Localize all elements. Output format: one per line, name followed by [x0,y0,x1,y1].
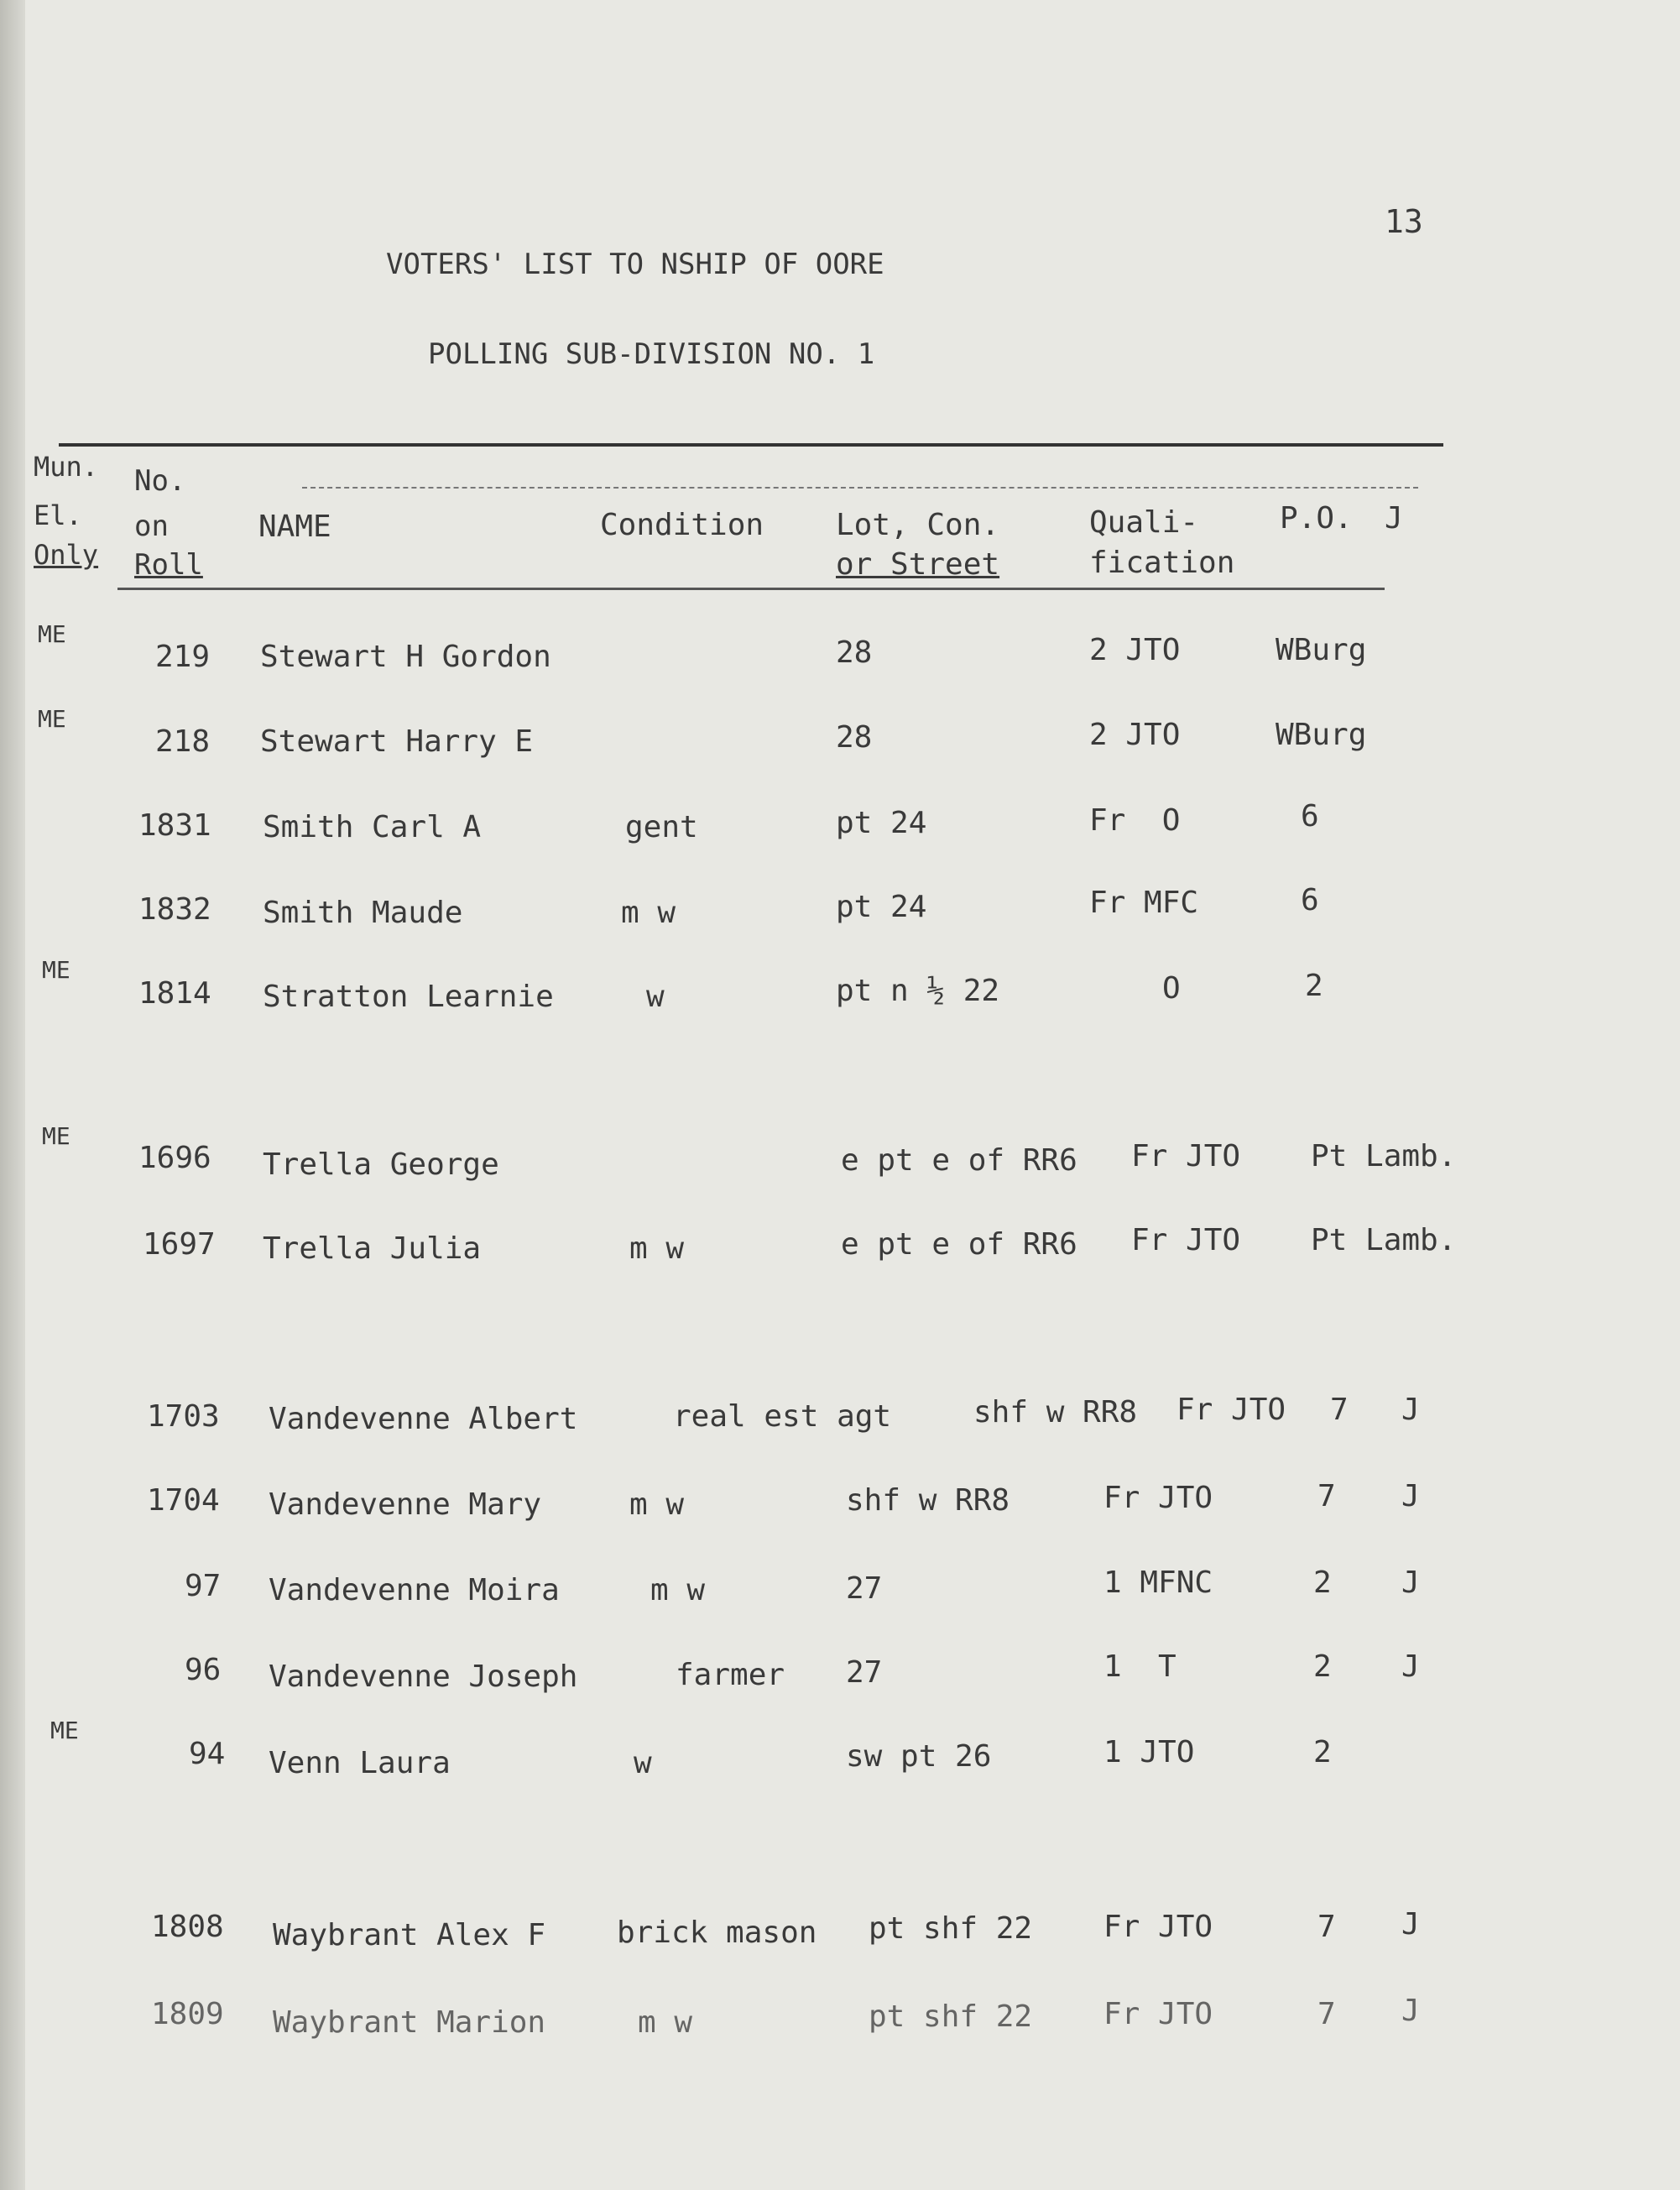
header-no: No. [134,464,186,498]
qualification: Fr JTO [1103,1910,1213,1944]
page-number: 13 [1385,203,1423,240]
voter-name: Trella George [263,1147,499,1182]
qualification: Fr JTO [1103,1997,1213,2031]
header-mun: Mun. [34,451,99,483]
lot-con: pt n ½ 22 [836,974,1000,1008]
voter-name: Stratton Learnie [263,980,554,1014]
voter-name: Trella Julia [263,1231,482,1266]
lot-con: sw pt 26 [846,1739,992,1774]
j-mark: J [1401,1649,1420,1684]
post-office: 7 [1317,1910,1336,1944]
book-spine [0,0,25,2190]
post-office: WBurg [1276,718,1367,752]
header-el: El. [34,499,82,531]
roll-number: 1703 [147,1399,220,1434]
me-mark: ME [42,956,70,984]
j-mark: J [1401,1393,1420,1427]
header-po: P.O. [1280,501,1353,536]
header-street: or Street [836,547,1000,582]
roll-number: 219 [155,640,211,674]
me-mark: ME [38,620,66,648]
header-middle-rule [302,487,1418,489]
condition: m w [621,896,676,930]
me-mark: ME [38,705,66,733]
lot-con: 28 [836,635,873,670]
roll-number: 96 [185,1653,222,1687]
document-subtitle: POLLING SUB-DIVISION NO. 1 [428,337,875,371]
condition: farmer [676,1658,785,1692]
post-office: Pt Lamb. [1311,1139,1457,1173]
qualification: O [1162,971,1181,1006]
header-bottom-rule [117,588,1385,590]
roll-number: 1809 [151,1997,224,2031]
lot-con: pt 24 [836,806,927,840]
post-office: 6 [1301,883,1319,917]
header-top-rule [59,443,1443,447]
post-office: 2 [1305,969,1323,1003]
lot-con: pt shf 22 [869,1911,1033,1946]
header-name: NAME [258,510,331,544]
j-mark: J [1401,1994,1420,2028]
qualification: Fr MFC [1089,886,1199,920]
me-mark: ME [50,1717,79,1744]
qualification: 2 JTO [1089,718,1181,752]
roll-number: 1808 [151,1910,224,1944]
lot-con: pt 24 [836,890,927,924]
voter-name: Waybrant Alex F [273,1918,546,1952]
document-page [25,0,1680,2190]
qualification: Fr JTO [1103,1481,1213,1515]
post-office: 6 [1301,799,1319,834]
header-only: Only [34,539,99,571]
voter-name: Waybrant Marion [273,2005,546,2040]
lot-con: e pt e of RR6 [841,1227,1077,1262]
post-office: 7 [1317,1479,1336,1513]
condition: w [634,1746,652,1780]
header-roll: Roll [134,548,203,582]
qualification: 1 JTO [1103,1735,1195,1769]
header-qualification: Quali- [1089,505,1199,540]
lot-con: 27 [846,1571,883,1606]
qualification: 2 JTO [1089,633,1181,667]
j-mark: J [1401,1565,1420,1600]
roll-number: 218 [155,724,211,759]
post-office: 7 [1317,1997,1336,2031]
qualification: Fr JTO [1131,1223,1241,1257]
j-mark: J [1401,1479,1420,1513]
roll-number: 94 [189,1737,226,1771]
condition: real est agt [673,1399,892,1434]
lot-con: pt shf 22 [869,1999,1033,2034]
lot-con: e pt e of RR6 [841,1143,1077,1178]
header-lot: Lot, Con. [836,508,1000,542]
condition: m w [638,2005,693,2040]
condition: w [646,980,665,1014]
condition: gent [625,810,698,844]
me-mark: ME [42,1122,70,1150]
voter-name: Stewart H Gordon [260,640,551,674]
document-title: VOTERS' LIST TO NSHIP OF OORE [386,248,884,281]
roll-number: 1697 [143,1227,216,1262]
voter-name: Vandevenne Mary [269,1487,542,1522]
roll-number: 1814 [138,976,211,1011]
qualification: Fr O [1089,803,1181,838]
condition: m w [650,1573,706,1607]
qualification: Fr JTO [1131,1139,1241,1173]
roll-number: 1696 [138,1141,211,1175]
lot-con: shf w RR8 [973,1395,1138,1430]
lot-con: 28 [836,720,873,755]
lot-con: 27 [846,1655,883,1690]
header-j: J [1385,501,1403,536]
condition: m w [629,1487,685,1522]
roll-number: 1832 [138,892,211,927]
lot-con: shf w RR8 [846,1483,1010,1518]
post-office: 2 [1313,1649,1332,1684]
header-on: on [134,510,169,543]
roll-number: 1704 [147,1483,220,1518]
voter-name: Vandevenne Moira [269,1573,560,1607]
condition: brick mason [617,1916,817,1950]
voter-name: Stewart Harry E [260,724,534,759]
qualification: Fr JTO [1177,1393,1286,1427]
qualification: 1 MFNC [1103,1565,1213,1600]
j-mark: J [1401,1907,1420,1942]
roll-number: 97 [185,1569,222,1603]
voter-name: Vandevenne Albert [269,1402,578,1436]
post-office: Pt Lamb. [1311,1223,1457,1257]
voter-name: Smith Carl A [263,810,482,844]
voter-name: Smith Maude [263,896,463,930]
header-fication: fication [1089,546,1235,580]
post-office: 7 [1330,1393,1349,1427]
voter-name: Venn Laura [269,1746,451,1780]
post-office: 2 [1313,1735,1332,1769]
roll-number: 1831 [138,808,211,843]
header-condition: Condition [600,508,764,542]
voter-name: Vandevenne Joseph [269,1659,578,1694]
qualification: 1 T [1103,1649,1177,1684]
post-office: WBurg [1276,633,1367,667]
condition: m w [629,1231,685,1266]
post-office: 2 [1313,1565,1332,1600]
